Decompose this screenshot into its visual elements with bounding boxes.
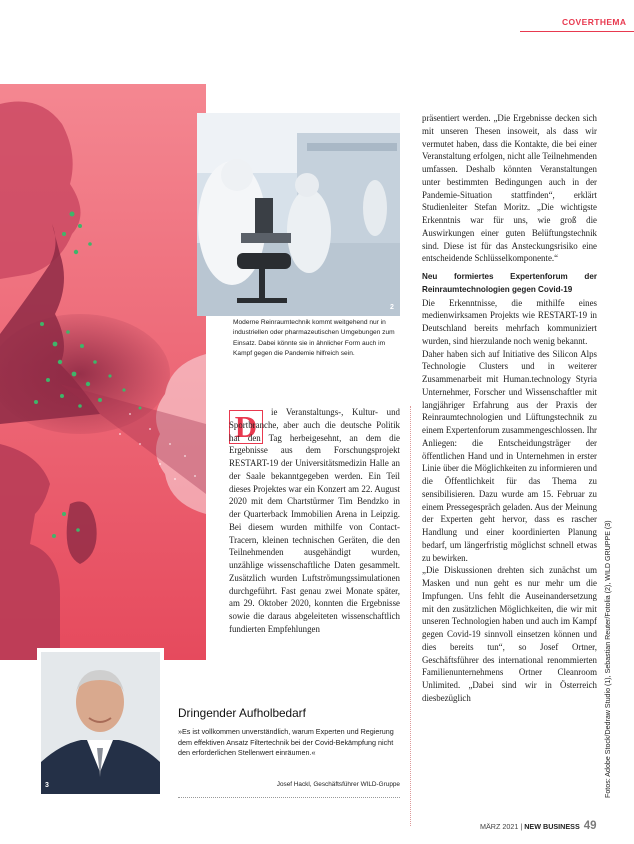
- quote-title: Dringender Aufholbedarf: [178, 706, 306, 720]
- aerosol-illustration: [0, 84, 206, 660]
- paragraph: Die Erkenntnisse, die mithilfe eines medienwirksamen Projekts wie RESTART-19 in Deutschland bereits mehrfach kommuniziert wurden, sind hierzulande noch wenig bekannt.: [422, 297, 597, 346]
- intro-paragraph: ie Veranstaltungs-, Kultur- und Sportbranche, aber auch die deutsche Politik hat den Tag herbeigesehnt, an dem die Ergebnisse aus dem Forschungsprojekt RESTART-19 der Universitätsmedizin Halle an der Saale bekanntgegeben werden. Ein Teil dieses Projektes war ein Konzert am 22. August 2020 mit dem Chartstürmer Tim Bendzko in der Quarterback Immobilien Arena in Leipzig. Bei diesem wurden mithilfe von Contact-Tracern, kleinen technischen Geräten, die den Teilnehmenden ausgehändigt wurden, unzählige wissenschaftliche Daten gesammelt. Zusätzlich wurden Luftströmungssimulationen durchgeführt. Fast genau zwei Monate später, am 29. Oktober 2020, konnten die Ergebnisse sowie die daraus abgeleiteten wissenschaftlich fundierten Empfehlungen: [229, 407, 400, 634]
- header-rule: [520, 31, 634, 32]
- portrait-photo-icon: [41, 652, 160, 794]
- publication-name: NEW BUSINESS: [524, 822, 580, 831]
- dropcap: D: [229, 410, 263, 444]
- photo-number: 3: [45, 782, 49, 789]
- column-divider: [410, 406, 411, 826]
- cleanroom-photo: [197, 113, 400, 316]
- page-footer: [480, 820, 597, 832]
- section-tag: COVERTHEMA: [562, 17, 627, 27]
- quote-rule: [178, 797, 400, 798]
- photo-number: 2: [390, 304, 394, 311]
- photo-credit: Fotos: Adobe Stock/Dedraw Studio (1), Sebastian Reuter/Fotolia (2), WILD GRUPPE (3): [604, 520, 612, 798]
- cleanroom-lab-photo-icon: [197, 113, 400, 316]
- paragraph: Daher haben sich auf Initiative des Silicon Alps Technologie Clusters und in weiterer Zusammenarbeit mit Human.technology Styria Unternehmer, Forscher und Wissenschaftler mit langjähriger Erfahrung aus der Praxis der Reinraumtechnologien und Lüftungstechnik zu einem Expertenforum zusammengeschlossen. Ihr Anliegen: die Entscheidungsträger der öffentlichen Hand und in Unternehmen in erster Linie über die Möglichkeiten zu informieren und die Öffentlichkeit für das Thema zu sensibilisieren. Dazu wurde am 15. Februar zu einem Pressegespräch geladen. Aus der Meinung der Experten geht hervor, dass es rascher Handlung und einer koordinierten Planung bedarf, um längerfristig möglichst schnell etwas zu bewirken.: [422, 348, 597, 563]
- quote-text: »Es ist vollkommen unverständlich, warum Experten und Regierung dem effektiven Ansatz Filtertechnik bei der Covid-Bekämpfung nicht den erforderlichen Stellenwert einräumen.«: [178, 727, 394, 757]
- portrait-photo: [37, 648, 164, 798]
- article-column-right: [422, 112, 597, 705]
- subheading: Neu formiertes Expertenforum der Reinraumtechnologien gegen Covid-19: [422, 272, 597, 294]
- quote-author: Josef Hackl, Geschäftsführer WILD-Gruppe: [276, 781, 400, 788]
- paragraph: „Die Diskussionen drehten sich zunächst um Masken und nun geht es nur mehr um die Impfungen. Uns fehlt die Auseinandersetzung mit den zusätzlichen Möglichkeiten, die wir mit unseren Technologien haben und auch im Kampf gegen Covid-19 sinnvoll einsetzen können und dies bereits tun“, so Josef Ortner, Geschäftsführer des international renommierten Familienunternehmens Ortner Cleanroom Unlimited. „Dabei sind wir in Österreich diesbezüglich: [422, 565, 597, 703]
- footer-separator: |: [520, 822, 523, 831]
- page-number: 49: [583, 820, 597, 832]
- issue-date: MÄRZ 2021: [480, 822, 519, 831]
- photo-caption: Moderne Reinraumtechnik kommt weitgehend nur in industriellen oder pharmazeutischen Umgebungen zum Einsatz. Dabei könnte sie in ähnlicher Form auch im Kampf gegen die Pandemie hilfreich sein.: [233, 319, 395, 358]
- article-column-left: [229, 406, 400, 636]
- paragraph: präsentiert werden. „Die Ergebnisse decken sich mit unseren Thesen insoweit, als dass wir vermutet haben, dass die Kontakte, die bei einer Veranstaltung erfolgen, nicht alle Teilnehmenden umfassen. Deshalb könnten Veranstaltungen unter bestimmten Bedingungen auch in der Pandemie-Situation stattfinden“, erklärt Studienleiter Stefan Moritz. „Die wichtigste Erkenntnis war für uns, wie groß die Auswirkungen einer guten Belüftungstechnik sind. Diese ist für das Ansteckungsrisiko eine entscheidende Schlüsselkomponente.“: [422, 113, 597, 264]
